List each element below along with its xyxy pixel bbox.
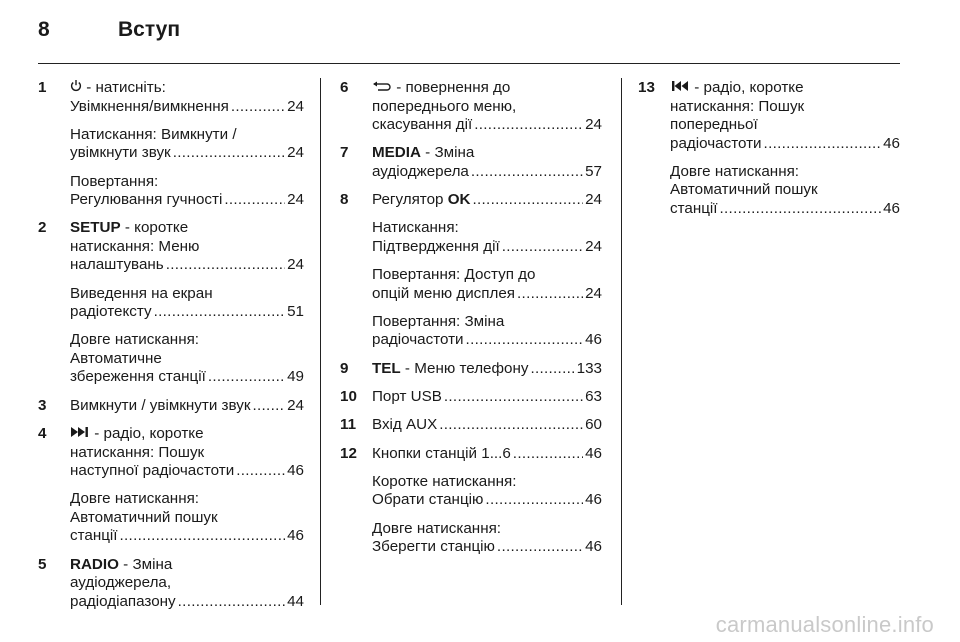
text-line: аудіоджерела, <box>70 574 172 592</box>
entry-number: 10 <box>340 388 357 406</box>
page-ref: 44 <box>287 592 304 610</box>
dot-leader <box>466 331 584 350</box>
toc-line <box>70 144 304 163</box>
text-line: Коротке натискання: <box>372 472 517 490</box>
key-label: MEDIA <box>372 144 421 162</box>
entry-paragraph <box>372 520 602 557</box>
dot-leader <box>485 491 583 510</box>
page-ref: 46 <box>585 331 602 349</box>
toc-text: Обрати станцію <box>372 491 484 509</box>
dot-leader <box>166 256 285 275</box>
toc-line <box>70 368 304 387</box>
entry-number: 13 <box>638 79 655 96</box>
index-entry <box>38 556 304 612</box>
page-ref: 24 <box>287 256 304 274</box>
toc-line <box>372 416 602 435</box>
entry-text-line <box>70 173 304 192</box>
page-ref: 46 <box>287 527 304 545</box>
dot-leader <box>444 388 583 407</box>
page-ref: 24 <box>287 191 304 209</box>
dot-leader <box>513 445 583 464</box>
text-line: - натисніть: <box>86 79 166 96</box>
entry-number: 1 <box>38 79 47 96</box>
page-ref: 46 <box>585 538 602 556</box>
toc-text: налаштувань <box>70 256 164 274</box>
text-line: натискання: Пошук <box>670 97 805 115</box>
header-rule <box>38 63 900 64</box>
page-ref: 24 <box>585 237 602 255</box>
toc-line <box>372 388 602 407</box>
dot-leader <box>208 368 285 387</box>
toc-text: радіочастоти <box>372 331 464 349</box>
text-line: попередньої <box>670 116 758 133</box>
page-ref: 24 <box>287 396 304 414</box>
entry-paragraph <box>70 556 304 612</box>
toc-text: Регулятор <box>372 191 444 209</box>
dot-leader <box>471 163 583 182</box>
entry-paragraph <box>70 173 304 210</box>
toc-line <box>70 593 304 612</box>
index-entry <box>340 388 602 407</box>
toc-line <box>70 256 304 275</box>
entry-paragraph <box>372 445 602 464</box>
toc-line <box>70 462 304 481</box>
toc-text: опцій меню дисплея <box>372 284 516 302</box>
entry-paragraph <box>670 163 900 219</box>
entry-text-line <box>372 266 602 285</box>
index-entry <box>38 219 304 387</box>
toc-text: радіодіапазону <box>70 592 176 610</box>
dot-leader <box>530 360 574 379</box>
text-line: Повертання: Зміна <box>372 312 505 330</box>
entry-paragraph <box>70 397 304 416</box>
entry-number: 3 <box>38 396 47 414</box>
dot-leader <box>120 527 286 546</box>
entry-paragraph <box>372 360 602 379</box>
toc-text: радіочастоти <box>670 134 762 152</box>
dot-leader <box>517 285 583 304</box>
toc-text: Підтвердження дії <box>372 237 500 255</box>
index-entry <box>638 79 900 218</box>
entry-number: 6 <box>340 79 349 96</box>
text-line: Натискання: <box>372 219 459 237</box>
entry-paragraph <box>70 79 304 116</box>
dot-leader <box>439 416 583 435</box>
page-ref: 133 <box>576 359 602 377</box>
text-line: Довге натискання: <box>372 519 502 537</box>
toc-text: станції <box>70 527 118 545</box>
text-line: - повернення до <box>396 79 511 96</box>
entry-text-line <box>372 79 602 98</box>
dot-leader <box>236 462 285 481</box>
page-ref: 24 <box>287 97 304 115</box>
entry-text-line <box>70 285 304 304</box>
entry-text-line <box>70 444 304 463</box>
text-line: Натискання: Вимкнути / <box>70 125 237 143</box>
page-ref: 24 <box>287 144 304 162</box>
page-header <box>0 0 960 70</box>
index-entry <box>340 79 602 135</box>
entry-paragraph <box>70 219 304 275</box>
text-line: Повертання: <box>70 172 159 190</box>
entry-text-line <box>372 313 602 332</box>
toc-line <box>372 163 602 182</box>
entry-text-line <box>372 219 602 238</box>
text-line: - Зміна <box>123 555 173 573</box>
toc-text: радіотексту <box>70 303 152 321</box>
text-line: Довге натискання: <box>670 162 800 180</box>
entry-number: 12 <box>340 444 357 462</box>
index-entry <box>340 416 602 435</box>
dot-leader <box>474 116 583 135</box>
entry-text-line <box>372 144 602 163</box>
toc-line <box>372 445 602 464</box>
entry-text-line <box>70 490 304 509</box>
entry-text-line <box>70 425 304 444</box>
dot-leader <box>224 191 285 210</box>
text-line: - радіо, коротке <box>694 79 804 96</box>
toc-line <box>70 527 304 546</box>
entry-number: 4 <box>38 425 47 443</box>
dot-leader <box>173 144 285 163</box>
toc-text: аудіоджерела <box>372 162 469 180</box>
toc-text: Увімкнення/вимкнення <box>70 97 229 115</box>
toc-line <box>372 238 602 257</box>
dot-leader <box>502 238 583 257</box>
entry-paragraph <box>70 425 304 481</box>
entry-paragraph <box>372 473 602 510</box>
toc-text: Вхід AUX <box>372 416 438 434</box>
index-entry <box>38 397 304 416</box>
entry-paragraph <box>70 285 304 322</box>
entry-text-line <box>70 79 304 98</box>
toc-line <box>670 135 900 154</box>
entry-text-line <box>70 509 304 528</box>
text-line: - радіо, коротке <box>94 425 204 443</box>
key-label: SETUP <box>70 219 121 237</box>
index-entry <box>38 79 304 210</box>
toc-line <box>372 360 602 379</box>
toc-text: наступної радіочастоти <box>70 462 235 480</box>
text-line: натискання: Меню <box>70 237 200 255</box>
page-number: 8 <box>38 18 50 41</box>
text-line: Повертання: Доступ до <box>372 266 536 284</box>
entry-text-line <box>670 181 900 200</box>
dot-leader <box>473 191 584 210</box>
entry-text-line <box>670 163 900 182</box>
entry-text-line <box>70 574 304 593</box>
entry-text-line <box>670 116 900 135</box>
dot-leader <box>178 593 285 612</box>
entry-paragraph <box>70 490 304 546</box>
column-3 <box>638 79 900 228</box>
toc-line <box>372 116 602 135</box>
entry-paragraph <box>372 219 602 256</box>
text-line: Автоматичний пошук <box>670 181 818 199</box>
entry-paragraph <box>670 79 900 153</box>
entry-paragraph <box>372 144 602 181</box>
toc-line <box>372 285 602 304</box>
key-label: TEL <box>372 359 401 377</box>
entry-text-line <box>670 98 900 117</box>
next-track-icon <box>70 425 90 444</box>
toc-text: скасування дії <box>372 116 473 133</box>
entry-paragraph <box>372 266 602 303</box>
toc-line <box>372 331 602 350</box>
entry-paragraph <box>372 79 602 135</box>
index-entry <box>340 191 602 350</box>
entry-text-line <box>70 556 304 575</box>
index-entry <box>38 425 304 546</box>
entry-number: 5 <box>38 555 47 573</box>
page-ref: 60 <box>585 416 602 434</box>
entry-text-line <box>70 219 304 238</box>
dot-leader <box>764 135 882 154</box>
toc-line <box>372 538 602 557</box>
key-label: RADIO <box>70 555 119 573</box>
entry-paragraph <box>70 331 304 387</box>
entry-paragraph <box>372 416 602 435</box>
toc-line <box>372 191 602 210</box>
dot-leader <box>497 538 583 557</box>
text-line: Автоматичне <box>70 349 162 367</box>
watermark: carmanualsonline.info <box>715 612 934 637</box>
text-line: - коротке <box>124 219 189 237</box>
text-line: Довге натискання: <box>70 331 200 349</box>
dot-leader <box>252 397 285 416</box>
entry-paragraph <box>372 191 602 210</box>
page-ref: 49 <box>287 368 304 386</box>
back-arrow-icon <box>372 79 392 98</box>
column-divider <box>621 78 622 605</box>
page-ref: 63 <box>585 388 602 406</box>
entry-number: 7 <box>340 144 349 162</box>
toc-text: збереження станції <box>70 368 206 386</box>
index-entry <box>340 445 602 557</box>
text-line: попереднього меню, <box>372 97 517 115</box>
index-entry <box>340 360 602 379</box>
page-ref: 46 <box>585 491 602 509</box>
entry-text-line <box>70 350 304 369</box>
entry-text-line <box>372 98 602 117</box>
page-ref: 46 <box>287 462 304 480</box>
previous-track-icon <box>670 79 690 98</box>
toc-line <box>70 303 304 322</box>
toc-text: Зберегти станцію <box>372 538 495 556</box>
index-entry <box>340 144 602 181</box>
entry-text-line <box>372 520 602 539</box>
dot-leader <box>720 200 882 219</box>
column-divider <box>320 78 321 605</box>
text-line: - Зміна <box>425 144 475 162</box>
toc-line <box>70 98 304 117</box>
toc-text: Порт USB <box>372 388 442 406</box>
entry-text-line <box>670 79 900 98</box>
toc-text: Вимкнути / увімкнути звук <box>70 396 251 414</box>
toc-text: Регулювання гучності <box>70 191 223 209</box>
dot-leader <box>154 303 285 322</box>
page-ref: 24 <box>585 284 602 302</box>
entry-paragraph <box>372 313 602 350</box>
toc-text: - Меню телефону <box>404 359 529 377</box>
text-line: Виведення на екран <box>70 284 213 302</box>
toc-line <box>70 191 304 210</box>
entry-number: 2 <box>38 219 47 237</box>
entry-text-line <box>70 331 304 350</box>
dot-leader <box>231 98 285 117</box>
page-ref: 46 <box>883 199 900 217</box>
page-ref: 24 <box>585 116 602 133</box>
toc-line <box>670 200 900 219</box>
column-2 <box>340 79 602 567</box>
column-1 <box>38 79 304 621</box>
text-line: натискання: Пошук <box>70 443 205 461</box>
toc-text: увімкнути звук <box>70 144 171 162</box>
text-line: Довге натискання: <box>70 490 200 508</box>
section-title: Вступ <box>118 18 181 41</box>
page-ref: 46 <box>585 444 602 462</box>
entry-paragraph <box>70 126 304 163</box>
toc-text: станції <box>670 199 718 217</box>
entry-text-line <box>70 238 304 257</box>
power-icon <box>70 79 82 98</box>
entry-text-line <box>372 473 602 492</box>
toc-line <box>372 491 602 510</box>
toc-line <box>70 397 304 416</box>
page-ref: 24 <box>585 191 602 209</box>
page-ref: 57 <box>585 162 602 180</box>
page-ref: 46 <box>883 134 900 152</box>
entry-paragraph <box>372 388 602 407</box>
entry-number: 11 <box>340 416 357 434</box>
key-label: OK <box>447 191 471 209</box>
entry-number: 8 <box>340 191 349 209</box>
toc-text: Кнопки станцій 1...6 <box>372 444 511 462</box>
entry-text-line <box>70 126 304 145</box>
entry-number: 9 <box>340 359 349 377</box>
text-line: Автоматичний пошук <box>70 508 218 526</box>
page-ref: 51 <box>287 303 304 321</box>
